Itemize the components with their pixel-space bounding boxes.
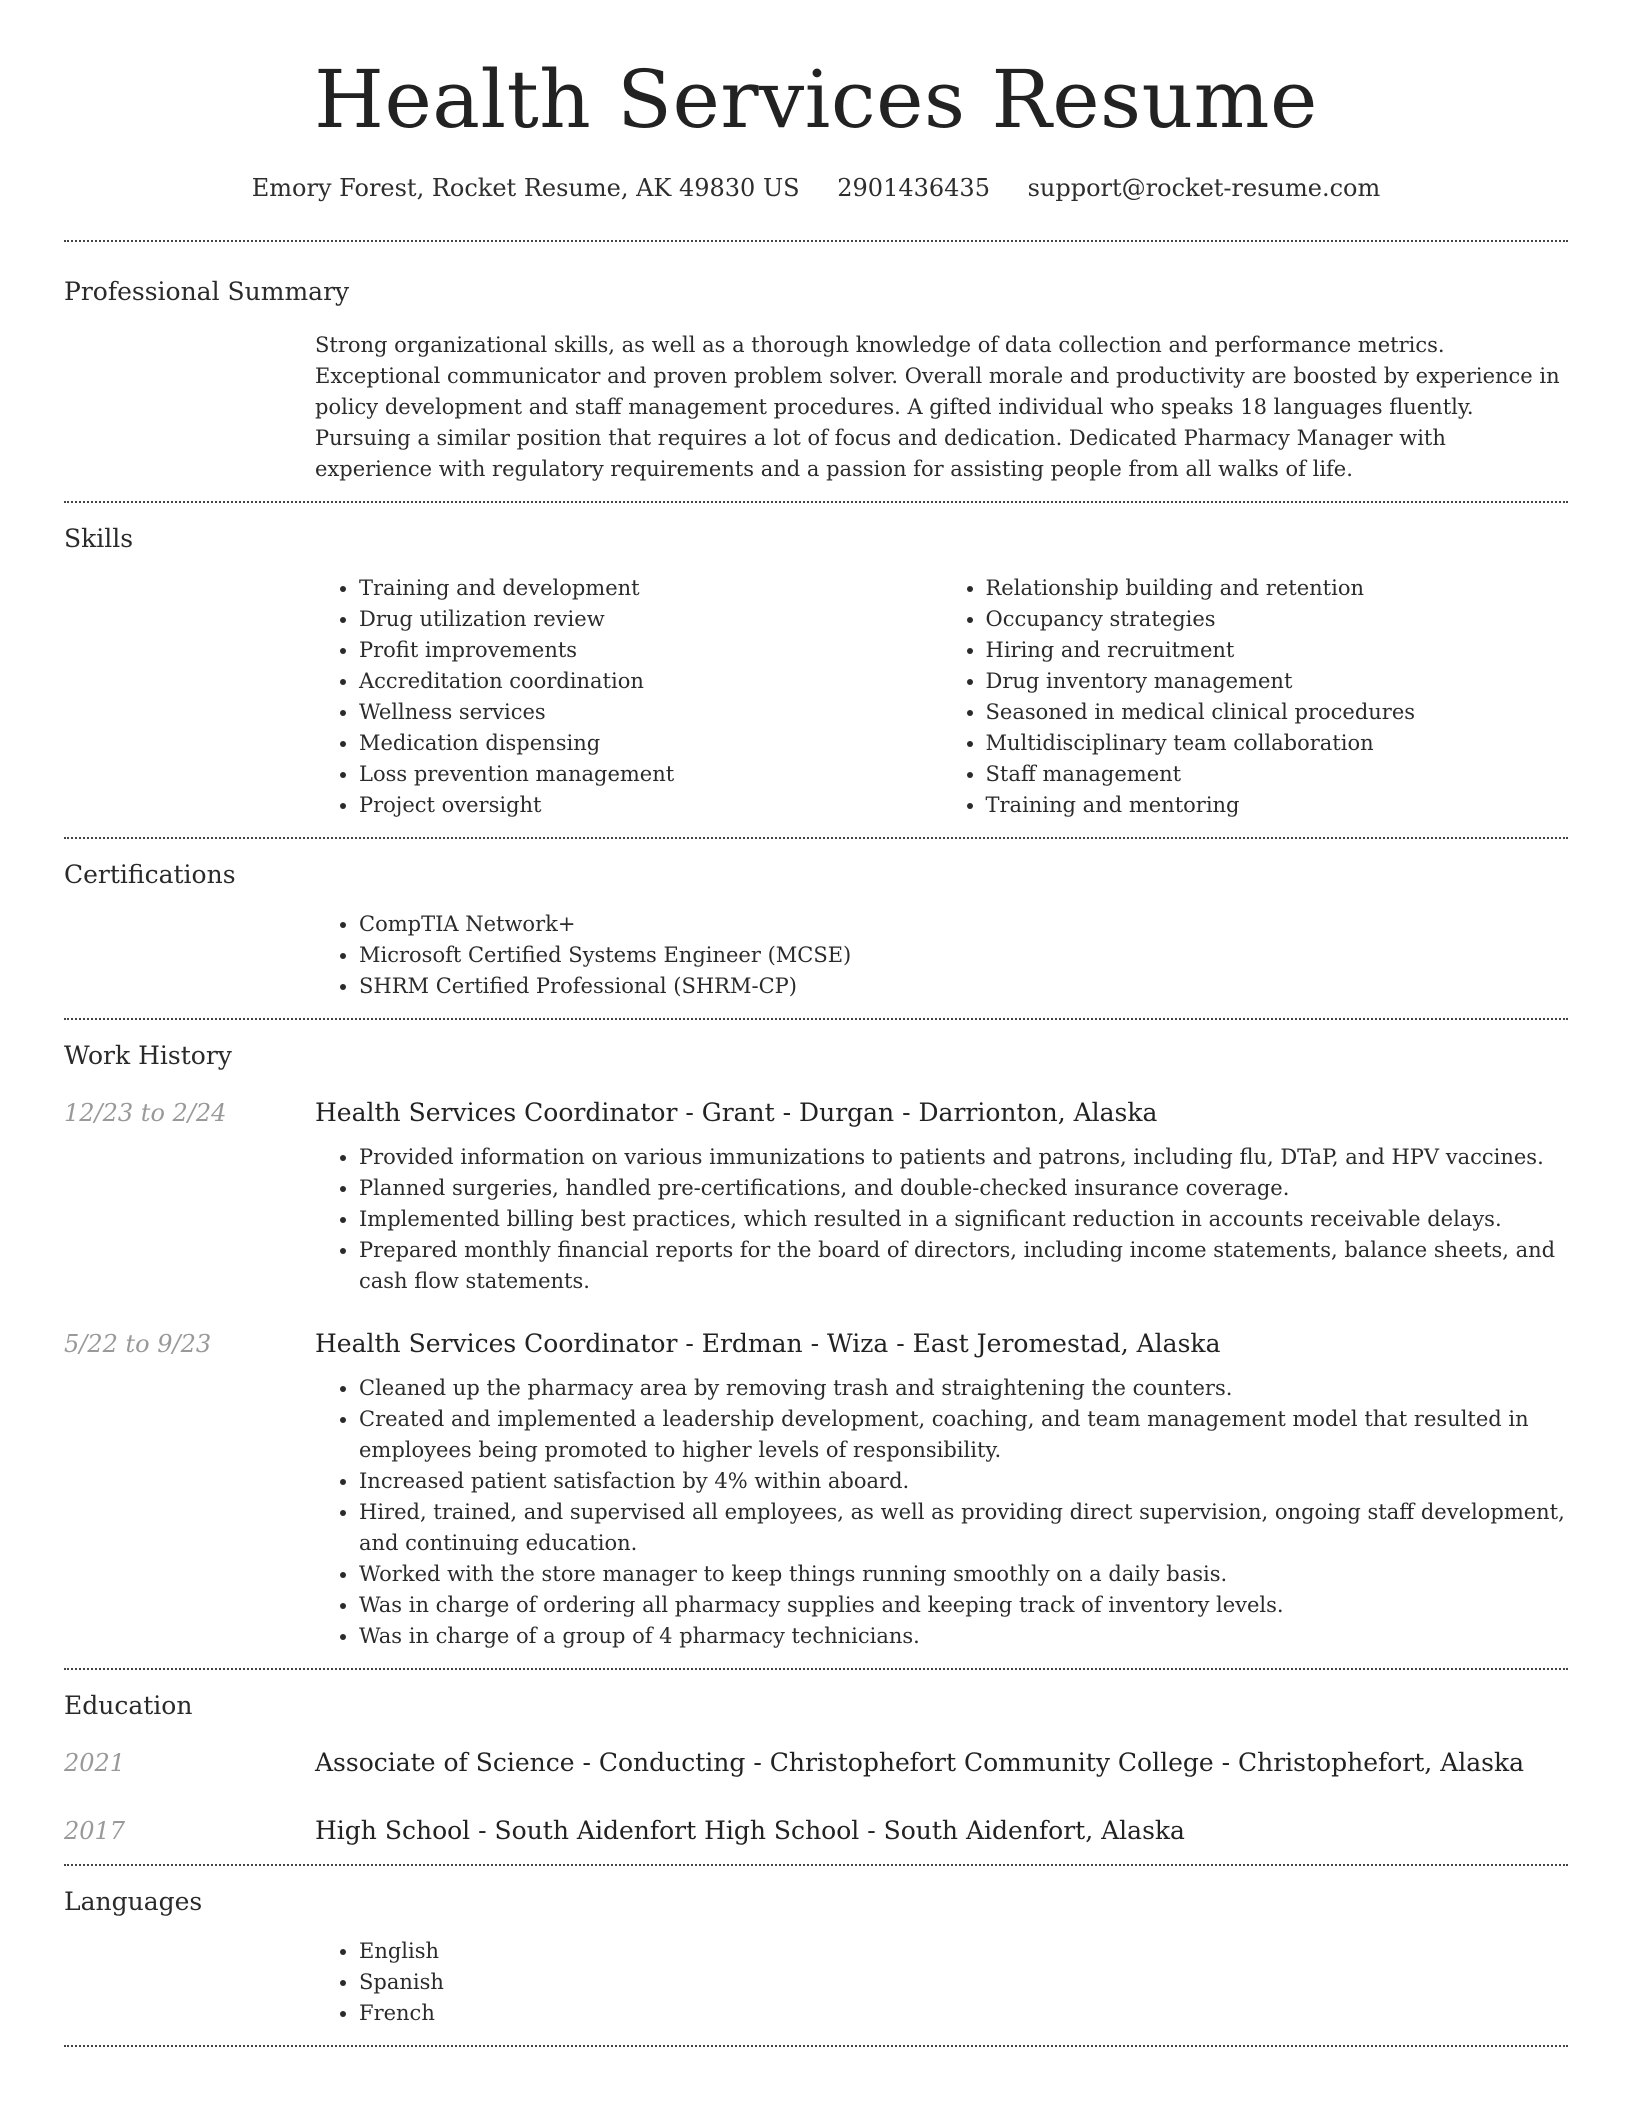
job-header: [64, 1096, 1568, 1130]
skill-item: • Profit improvements: [359, 635, 942, 666]
skills-list-left: [315, 573, 942, 821]
job-dates: 5/22 to 9/23: [64, 1330, 212, 1358]
job-duties: [315, 1142, 1568, 1297]
summary-text: Strong organizational skills, as well as a thorough knowledge of data collection and performance metrics. Exceptional communicator and proven problem solver. Overall morale and productivity are boosted by experience in policy development and staff management procedures. A gifted individual who speaks 18 languages fluently. Pursuing a similar position that requires a lot of focus and dedication. Dedicated Pharmacy Manager with experience with regulatory requirements and a passion for assisting people from all walks of life.: [315, 333, 1560, 481]
resume-title: Health Services Resume: [314, 53, 1318, 146]
skill-item: • Wellness services: [359, 697, 942, 728]
education-entry: [64, 1814, 1568, 1864]
job-header: [64, 1327, 1568, 1361]
languages-list: [315, 1936, 1568, 2029]
skill-item: • Seasoned in medical clinical procedures: [986, 697, 1569, 728]
certification-item: • Microsoft Certified Systems Engineer (MCSE): [359, 940, 1568, 971]
skill-item: • Hiring and recruitment: [986, 635, 1569, 666]
certifications-block: [315, 909, 1568, 1018]
job-duty: • Worked with the store manager to keep things running smoothly on a daily basis.: [359, 1559, 1568, 1590]
job-duty: • Cleaned up the pharmacy area by removing trash and straightening the counters.: [359, 1373, 1568, 1404]
language-item: • Spanish: [359, 1967, 1568, 1998]
languages-block: [315, 1936, 1568, 2045]
certification-item: • CompTIA Network+: [359, 909, 1568, 940]
languages-section: [64, 1864, 1568, 2045]
job-entry: [64, 1327, 1568, 1668]
skill-item: • Staff management: [986, 759, 1569, 790]
job-title: Health Services Coordinator - Grant - Durgan - Darrionton, Alaska: [315, 1098, 1158, 1127]
skills-section: [64, 501, 1568, 837]
job-duty: • Was in charge of a group of 4 pharmacy technicians.: [359, 1621, 1568, 1652]
work-history-heading: Work History: [64, 1041, 232, 1070]
job-duty-list: [315, 1373, 1568, 1652]
job-duty: • Prepared monthly financial reports for the board of directors, including income statements, balance sheets, and cash flow statements.: [359, 1235, 1568, 1297]
language-item: • French: [359, 1998, 1568, 2029]
education-detail: Associate of Science - Conducting - Christophefort Community College - Christophefort, Alaska: [315, 1748, 1525, 1777]
job-duties: [315, 1373, 1568, 1668]
job-duty: • Was in charge of ordering all pharmacy supplies and keeping track of inventory levels.: [359, 1590, 1568, 1621]
skill-item: • Relationship building and retention: [986, 573, 1569, 604]
skills-list-right: [942, 573, 1569, 821]
skill-item: • Project oversight: [359, 790, 942, 821]
skills-heading: Skills: [64, 524, 134, 553]
job-dates: 12/23 to 2/24: [64, 1099, 227, 1127]
skill-item: • Multidisciplinary team collaboration: [986, 728, 1569, 759]
bottom-divider: [64, 2045, 1568, 2047]
skill-item: • Training and mentoring: [986, 790, 1569, 821]
education-year: 2017: [64, 1817, 126, 1845]
summary-section: [64, 240, 1568, 501]
education-section: [64, 1668, 1568, 1864]
skills-columns: [315, 573, 1568, 837]
skill-item: • Drug inventory management: [986, 666, 1569, 697]
job-duty: • Planned surgeries, handled pre-certifications, and double-checked insurance coverage.: [359, 1173, 1568, 1204]
summary-heading: Professional Summary: [64, 277, 350, 306]
contact-line: [64, 170, 1568, 206]
skill-item: • Medication dispensing: [359, 728, 942, 759]
resume-header: [64, 0, 1568, 206]
certification-item: • SHRM Certified Professional (SHRM-CP): [359, 971, 1568, 1002]
certifications-heading: Certifications: [64, 860, 236, 889]
job-title: Health Services Coordinator - Erdman - Wiza - East Jeromestad, Alaska: [315, 1329, 1221, 1358]
education-detail: High School - South Aidenfort High School - South Aidenfort, Alaska: [315, 1816, 1185, 1845]
contact-address: Emory Forest, Rocket Resume, AK 49830 US: [251, 174, 800, 202]
job-duty: • Created and implemented a leadership development, coaching, and team management model that resulted in employees being promoted to higher levels of responsibility.: [359, 1404, 1568, 1466]
job-duty: • Hired, trained, and supervised all employees, as well as providing direct supervision, ongoing staff development, and continuing education.: [359, 1497, 1568, 1559]
skill-item: • Drug utilization review: [359, 604, 942, 635]
work-history-section: [64, 1018, 1568, 1668]
education-heading: Education: [64, 1691, 193, 1720]
education-year: 2021: [64, 1749, 126, 1777]
job-duty-list: [315, 1142, 1568, 1297]
contact-phone: 2901436435: [837, 174, 990, 202]
skill-item: • Training and development: [359, 573, 942, 604]
job-duty: • Provided information on various immunizations to patients and patrons, including flu, DTaP, and HPV vaccines.: [359, 1142, 1568, 1173]
job-duty: • Increased patient satisfaction by 4% within aboard.: [359, 1466, 1568, 1497]
skill-item: • Accreditation coordination: [359, 666, 942, 697]
job-duty: • Implemented billing best practices, which resulted in a significant reduction in accounts receivable delays.: [359, 1204, 1568, 1235]
certifications-section: [64, 837, 1568, 1018]
job-entry: [64, 1096, 1568, 1297]
skill-item: • Occupancy strategies: [986, 604, 1569, 635]
skill-item: • Loss prevention management: [359, 759, 942, 790]
certifications-list: [315, 909, 1568, 1002]
language-item: • English: [359, 1936, 1568, 1967]
languages-heading: Languages: [64, 1887, 203, 1916]
contact-email: support@rocket-resume.com: [1027, 174, 1381, 202]
education-entry: [64, 1746, 1568, 1780]
